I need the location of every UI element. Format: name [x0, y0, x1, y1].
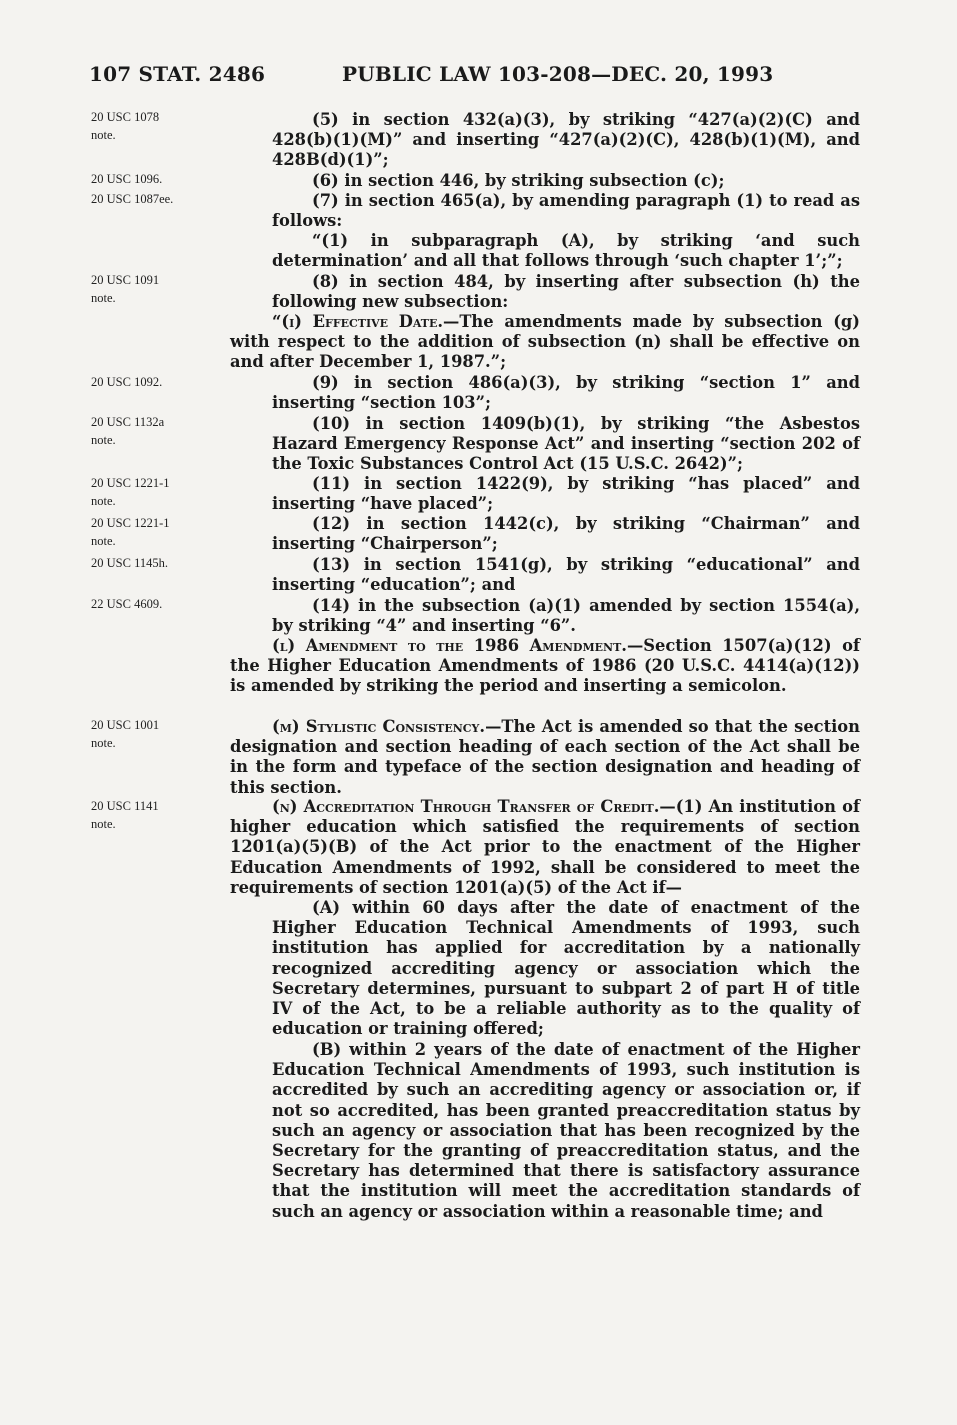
subsection-body: —Section 1507(a)(12) of the Higher Education Amendments of 1986 (20 U.S.C. 4414(a)(12)) is amended by striking the period and inserting a semicolon. — [230, 636, 861, 696]
paragraph-6: (6) in section 446, by striking subsection (c); — [312, 171, 725, 190]
subsection-heading: (n) Accreditation Through Transfer of Credit. — [272, 797, 660, 816]
subsection-heading: (l) Amendment to the 1986 Amendment. — [272, 636, 627, 655]
paragraph-5: (5) in section 432(a)(3), by striking “427(a)(2)(C) and 428(b)(1)(M)” and inserting “427(a)(2)(C), 428(b)(1)(M), and 428B(d)(1)”; — [272, 110, 860, 170]
side-note: 20 USC 1141 note. — [91, 799, 159, 831]
subsection-body: —The Act is amended so that the section designation and section heading of each section of the Act shall be in the form and typeface of the section designation and heading of this section. — [230, 717, 860, 797]
side-note: 20 USC 1001 note. — [91, 718, 160, 750]
side-note: 20 USC 1145h. — [91, 556, 168, 570]
side-note: 22 USC 4609. — [91, 597, 163, 611]
paragraph-11: (11) in section 1422(9), by striking “has placed” and inserting “have placed”; — [272, 474, 860, 514]
public-law-header: PUBLIC LAW 103-208—DEC. 20, 1993 — [342, 62, 774, 86]
subsection-body: —(1) An institution of higher education which satisfied the requirements of section 1201(a)(5)(B) of the Act prior to the enactment of the Higher Education Amendments of 1992, shall be considered to meet the requirements of section 1201(a)(5) of the Act if— — [230, 797, 861, 897]
paragraph-9: (9) in section 486(a)(3), by striking “section 1” and inserting “section 103”; — [272, 373, 860, 413]
stat-page-number: 107 STAT. 2486 — [89, 62, 266, 86]
clause-B: (B) within 2 years of the date of enactment of the Higher Education Technical Amendments of 1993, such institution is accredited by such an accrediting agency or association or, if not so accredited, has been granted preaccreditation status by such an agency or association that has been recognized by the Secretary for the granting of preaccreditation status, and the Secretary has determined that there is satisfactory assurance that the institution will meet the accreditation standards of such an agency or association within a reasonable time; and — [272, 1040, 860, 1221]
side-note: 20 USC 1132a note. — [91, 415, 165, 447]
subsection-n — [230, 797, 860, 898]
subsection-heading: “(i) Effective Date. — [272, 312, 444, 331]
paragraph-8: (8) in section 484, by inserting after subsection (h) the following new subsection: — [272, 272, 860, 312]
paragraph-12: (12) in section 1442(c), by striking “Chairman” and inserting “Chairperson”; — [272, 514, 860, 554]
subsection-heading: (m) Stylistic Consistency. — [272, 717, 486, 736]
side-note: 20 USC 1096. — [91, 172, 163, 186]
side-note: 20 USC 1078 note. — [91, 110, 160, 142]
paragraph-7: (7) in section 465(a), by amending paragraph (1) to read as follows: — [272, 191, 860, 231]
side-note: 20 USC 1092. — [91, 375, 163, 389]
subsection-l — [230, 636, 860, 697]
side-note: 20 USC 1087ee. — [91, 192, 174, 206]
paragraph-13: (13) in section 1541(g), by striking “educational” and inserting “education”; and — [272, 555, 860, 595]
paragraph-7-quote: “(1) in subparagraph (A), by striking ‘and such determination’ and all that follows through ‘such chapter 1’;”; — [272, 231, 860, 271]
subsection-m — [230, 717, 860, 798]
paragraph-14: (14) in the subsection (a)(1) amended by section 1554(a), by striking “4” and inserting “6”. — [272, 596, 860, 636]
side-note: 20 USC 1221-1 note. — [91, 516, 170, 548]
clause-A: (A) within 60 days after the date of enactment of the Higher Education Technical Amendments of 1993, such institution has applied for accreditation by a nationally recognized accrediting agency or association which the Secretary determines, pursuant to subpart 2 of part H of title IV of the Act, to be a reliable authority as to the quality of education or training offered; — [272, 898, 860, 1039]
side-note: 20 USC 1221-1 note. — [91, 476, 170, 508]
paragraph-10: (10) in section 1409(b)(1), by striking “the Asbestos Hazard Emergency Response Act” and inserting “section 202 of the Toxic Substances Control Act (15 U.S.C. 2642)”; — [272, 414, 860, 474]
side-note: 20 USC 1091 note. — [91, 273, 160, 305]
subsection-body: —The amendments made by subsection (g) with respect to the addition of subsection (n) shall be effective on and after December 1, 1987.”; — [230, 312, 860, 372]
paragraph-8-quote — [230, 312, 860, 373]
